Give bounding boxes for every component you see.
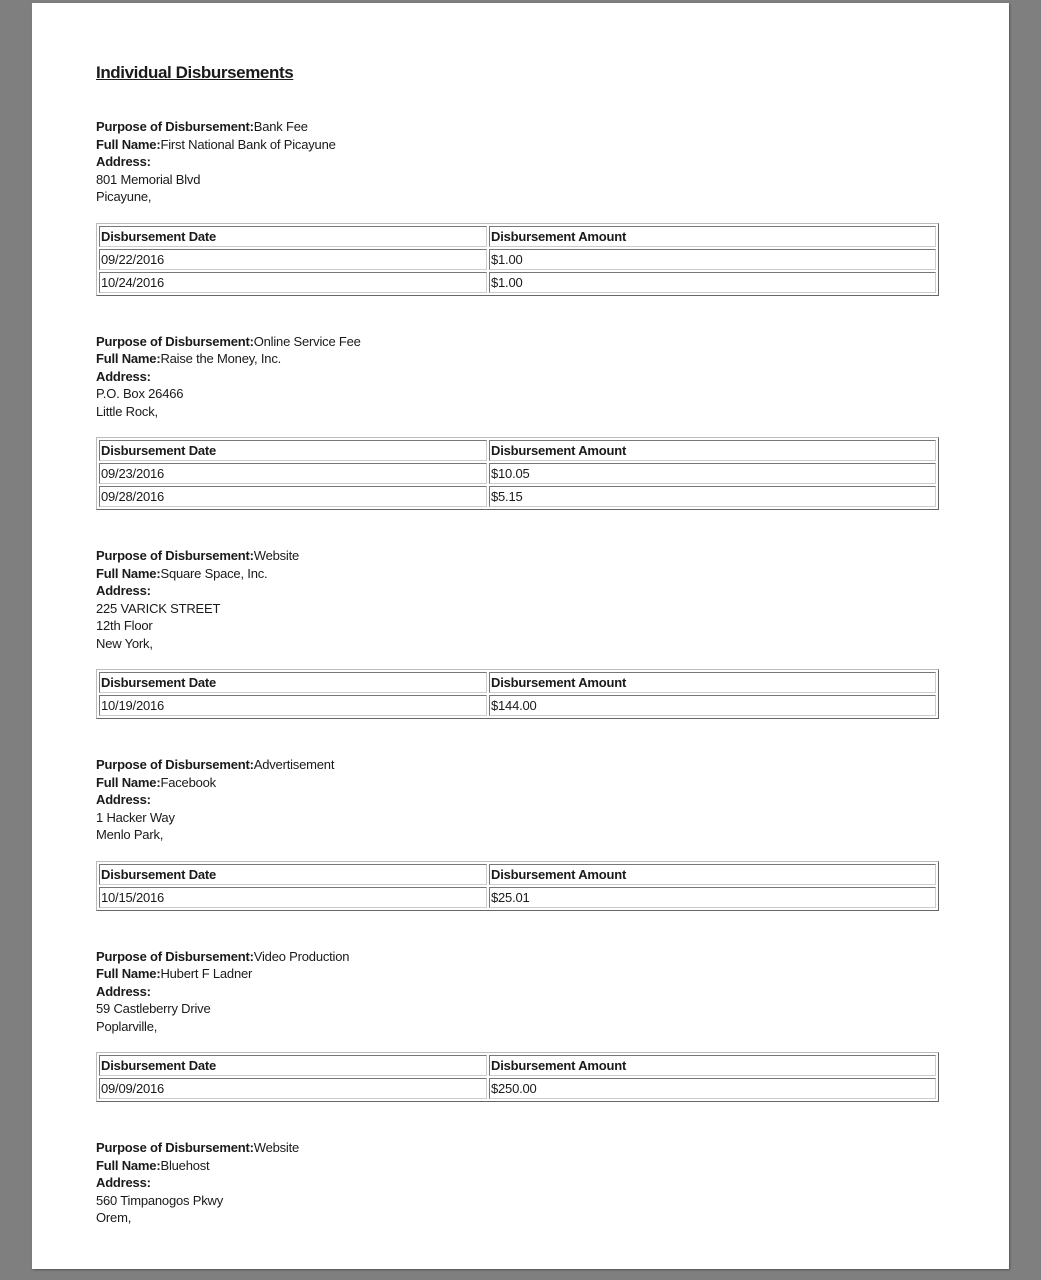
address-label: Address: (96, 583, 151, 598)
purpose-label: Purpose of Disbursement: (96, 1140, 254, 1155)
disbursement-table (96, 223, 939, 296)
payee-info (96, 333, 939, 421)
payee-info (96, 547, 939, 652)
table-header-row (99, 226, 936, 247)
full-name-label: Full Name: (96, 351, 161, 366)
purpose-label: Purpose of Disbursement: (96, 119, 254, 134)
disbursement-entry (96, 756, 939, 911)
full-name-line (96, 136, 939, 154)
full-name-line (96, 565, 939, 583)
purpose-value: Bank Fee (253, 119, 308, 134)
disbursement-amount-cell: $1.00 (489, 249, 936, 270)
document-page (32, 3, 1009, 1269)
address-line (96, 582, 939, 600)
full-name-value: Hubert F Ladner (160, 966, 253, 981)
amount-column-header: Disbursement Amount (489, 672, 936, 693)
full-name-value: Bluehost (160, 1157, 210, 1173)
purpose-label: Purpose of Disbursement: (96, 948, 254, 964)
address-line (96, 153, 939, 171)
table-row (99, 249, 936, 270)
date-column-header: Disbursement Date (99, 440, 487, 461)
address-line: 1 Hacker Way (96, 809, 175, 825)
address-label: Address: (96, 368, 151, 384)
full-name-label: Full Name: (96, 774, 161, 790)
full-name-label: Full Name: (96, 966, 161, 981)
address-line: Picayune, (96, 189, 152, 204)
address-line: 225 VARICK STREET (96, 600, 221, 616)
address-label: Address: (96, 792, 151, 807)
purpose-value: Advertisement (253, 757, 335, 772)
address-line (96, 983, 939, 1001)
purpose-line (96, 756, 939, 774)
full-name-value: Raise the Money, Inc. (160, 351, 282, 366)
full-name-line (96, 350, 939, 368)
disbursement-date-cell: 10/15/2016 (99, 887, 487, 908)
purpose-value: Video Production (253, 948, 350, 964)
address-line: Poplarville, (96, 1018, 158, 1034)
amount-column-header: Disbursement Amount (489, 864, 936, 885)
address-line: 560 Timpanogos Pkwy (96, 1192, 223, 1208)
disbursement-date-cell: 09/28/2016 (99, 486, 487, 507)
disbursement-entry (96, 547, 939, 719)
purpose-line (96, 118, 939, 136)
address-line (96, 368, 939, 386)
address-label: Address: (96, 1175, 151, 1190)
disbursement-list (96, 118, 939, 1227)
date-column-header: Disbursement Date (99, 864, 487, 885)
disbursement-date-cell: 09/23/2016 (99, 463, 487, 484)
payee-info (96, 756, 939, 844)
purpose-label: Purpose of Disbursement: (96, 757, 254, 772)
table-row (99, 272, 936, 293)
table-header-row (99, 1055, 936, 1076)
address-line: 12th Floor (96, 618, 153, 633)
table-header-row (99, 864, 936, 885)
full-name-value: Square Space, Inc. (160, 565, 268, 581)
purpose-value: Website (253, 1140, 300, 1155)
date-column-header: Disbursement Date (99, 226, 487, 247)
disbursement-entry (96, 948, 939, 1103)
table-row (99, 486, 936, 507)
purpose-label: Purpose of Disbursement: (96, 548, 254, 563)
purpose-line (96, 1139, 939, 1157)
purpose-value: Online Service Fee (253, 333, 361, 349)
address-line (96, 791, 939, 809)
address-line: P.O. Box 26466 (96, 386, 184, 401)
address-line: Little Rock, (96, 403, 158, 419)
table-row (99, 463, 936, 484)
table-row (99, 887, 936, 908)
payee-info (96, 1139, 939, 1227)
disbursement-date-cell: 10/24/2016 (99, 272, 487, 293)
table-header-row (99, 440, 936, 461)
full-name-label: Full Name: (96, 1157, 161, 1173)
disbursement-table (96, 437, 939, 510)
payee-info (96, 948, 939, 1036)
purpose-line (96, 547, 939, 565)
date-column-header: Disbursement Date (99, 672, 487, 693)
address-line: 59 Castleberry Drive (96, 1001, 211, 1016)
address-label: Address: (96, 154, 151, 169)
payee-info (96, 118, 939, 206)
disbursement-date-cell: 09/09/2016 (99, 1078, 487, 1099)
purpose-line (96, 948, 939, 966)
address-line: Menlo Park, (96, 827, 164, 842)
disbursement-amount-cell: $1.00 (489, 272, 936, 293)
disbursement-table (96, 861, 939, 911)
disbursement-amount-cell: $5.15 (489, 486, 936, 507)
disbursement-entry (96, 1139, 939, 1227)
full-name-line (96, 774, 939, 792)
amount-column-header: Disbursement Amount (489, 440, 936, 461)
purpose-label: Purpose of Disbursement: (96, 333, 254, 349)
disbursement-amount-cell: $25.01 (489, 887, 936, 908)
disbursement-table (96, 1052, 939, 1102)
full-name-label: Full Name: (96, 565, 161, 581)
purpose-line (96, 333, 939, 351)
address-line: Orem, (96, 1210, 132, 1225)
full-name-label: Full Name: (96, 136, 161, 152)
disbursement-date-cell: 09/22/2016 (99, 249, 487, 270)
disbursement-entry (96, 118, 939, 296)
amount-column-header: Disbursement Amount (489, 1055, 936, 1076)
disbursement-amount-cell: $144.00 (489, 695, 936, 716)
disbursement-entry (96, 333, 939, 511)
full-name-line (96, 1157, 939, 1175)
disbursement-amount-cell: $250.00 (489, 1078, 936, 1099)
full-name-value: First National Bank of Picayune (160, 136, 336, 152)
date-column-header: Disbursement Date (99, 1055, 487, 1076)
amount-column-header: Disbursement Amount (489, 226, 936, 247)
address-line (96, 1174, 939, 1192)
purpose-value: Website (253, 548, 300, 563)
table-header-row (99, 672, 936, 693)
table-row (99, 1078, 936, 1099)
disbursement-table (96, 669, 939, 719)
address-line: New York, (96, 635, 153, 651)
full-name-value: Facebook (160, 774, 216, 790)
full-name-line (96, 965, 939, 983)
document-title: Individual Disbursements (96, 63, 294, 82)
address-label: Address: (96, 983, 151, 999)
disbursement-amount-cell: $10.05 (489, 463, 936, 484)
address-line: 801 Memorial Blvd (96, 171, 201, 187)
disbursement-date-cell: 10/19/2016 (99, 695, 487, 716)
table-row (99, 695, 936, 716)
document-content (96, 61, 939, 1227)
